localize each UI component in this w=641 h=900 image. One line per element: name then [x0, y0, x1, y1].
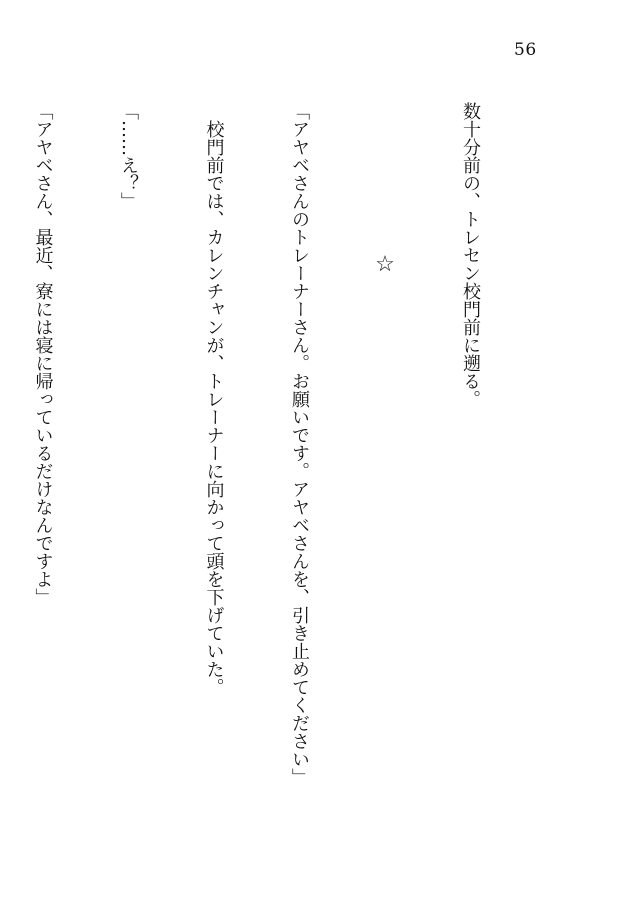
vertical-text-block — [0, 102, 541, 786]
page-number: 56 — [514, 40, 537, 60]
text-line: 校門前では、カレンチャンが、トレーナーに向かって頭を下げていた。 — [203, 120, 225, 696]
text-line: 「アヤベさんのトレーナーさん。お願いです。アヤベさんを、引き止めてください」 — [289, 102, 310, 786]
text-line: 「……え？」 — [118, 102, 139, 210]
scene-break-star: ☆ — [372, 252, 398, 277]
scene-heading: 数十分前の、トレセン校門前に遡る。 — [460, 102, 481, 408]
text-line: 「アヤベさん、最近、寮には寝に帰っているだけなんですよ」 — [32, 102, 54, 606]
